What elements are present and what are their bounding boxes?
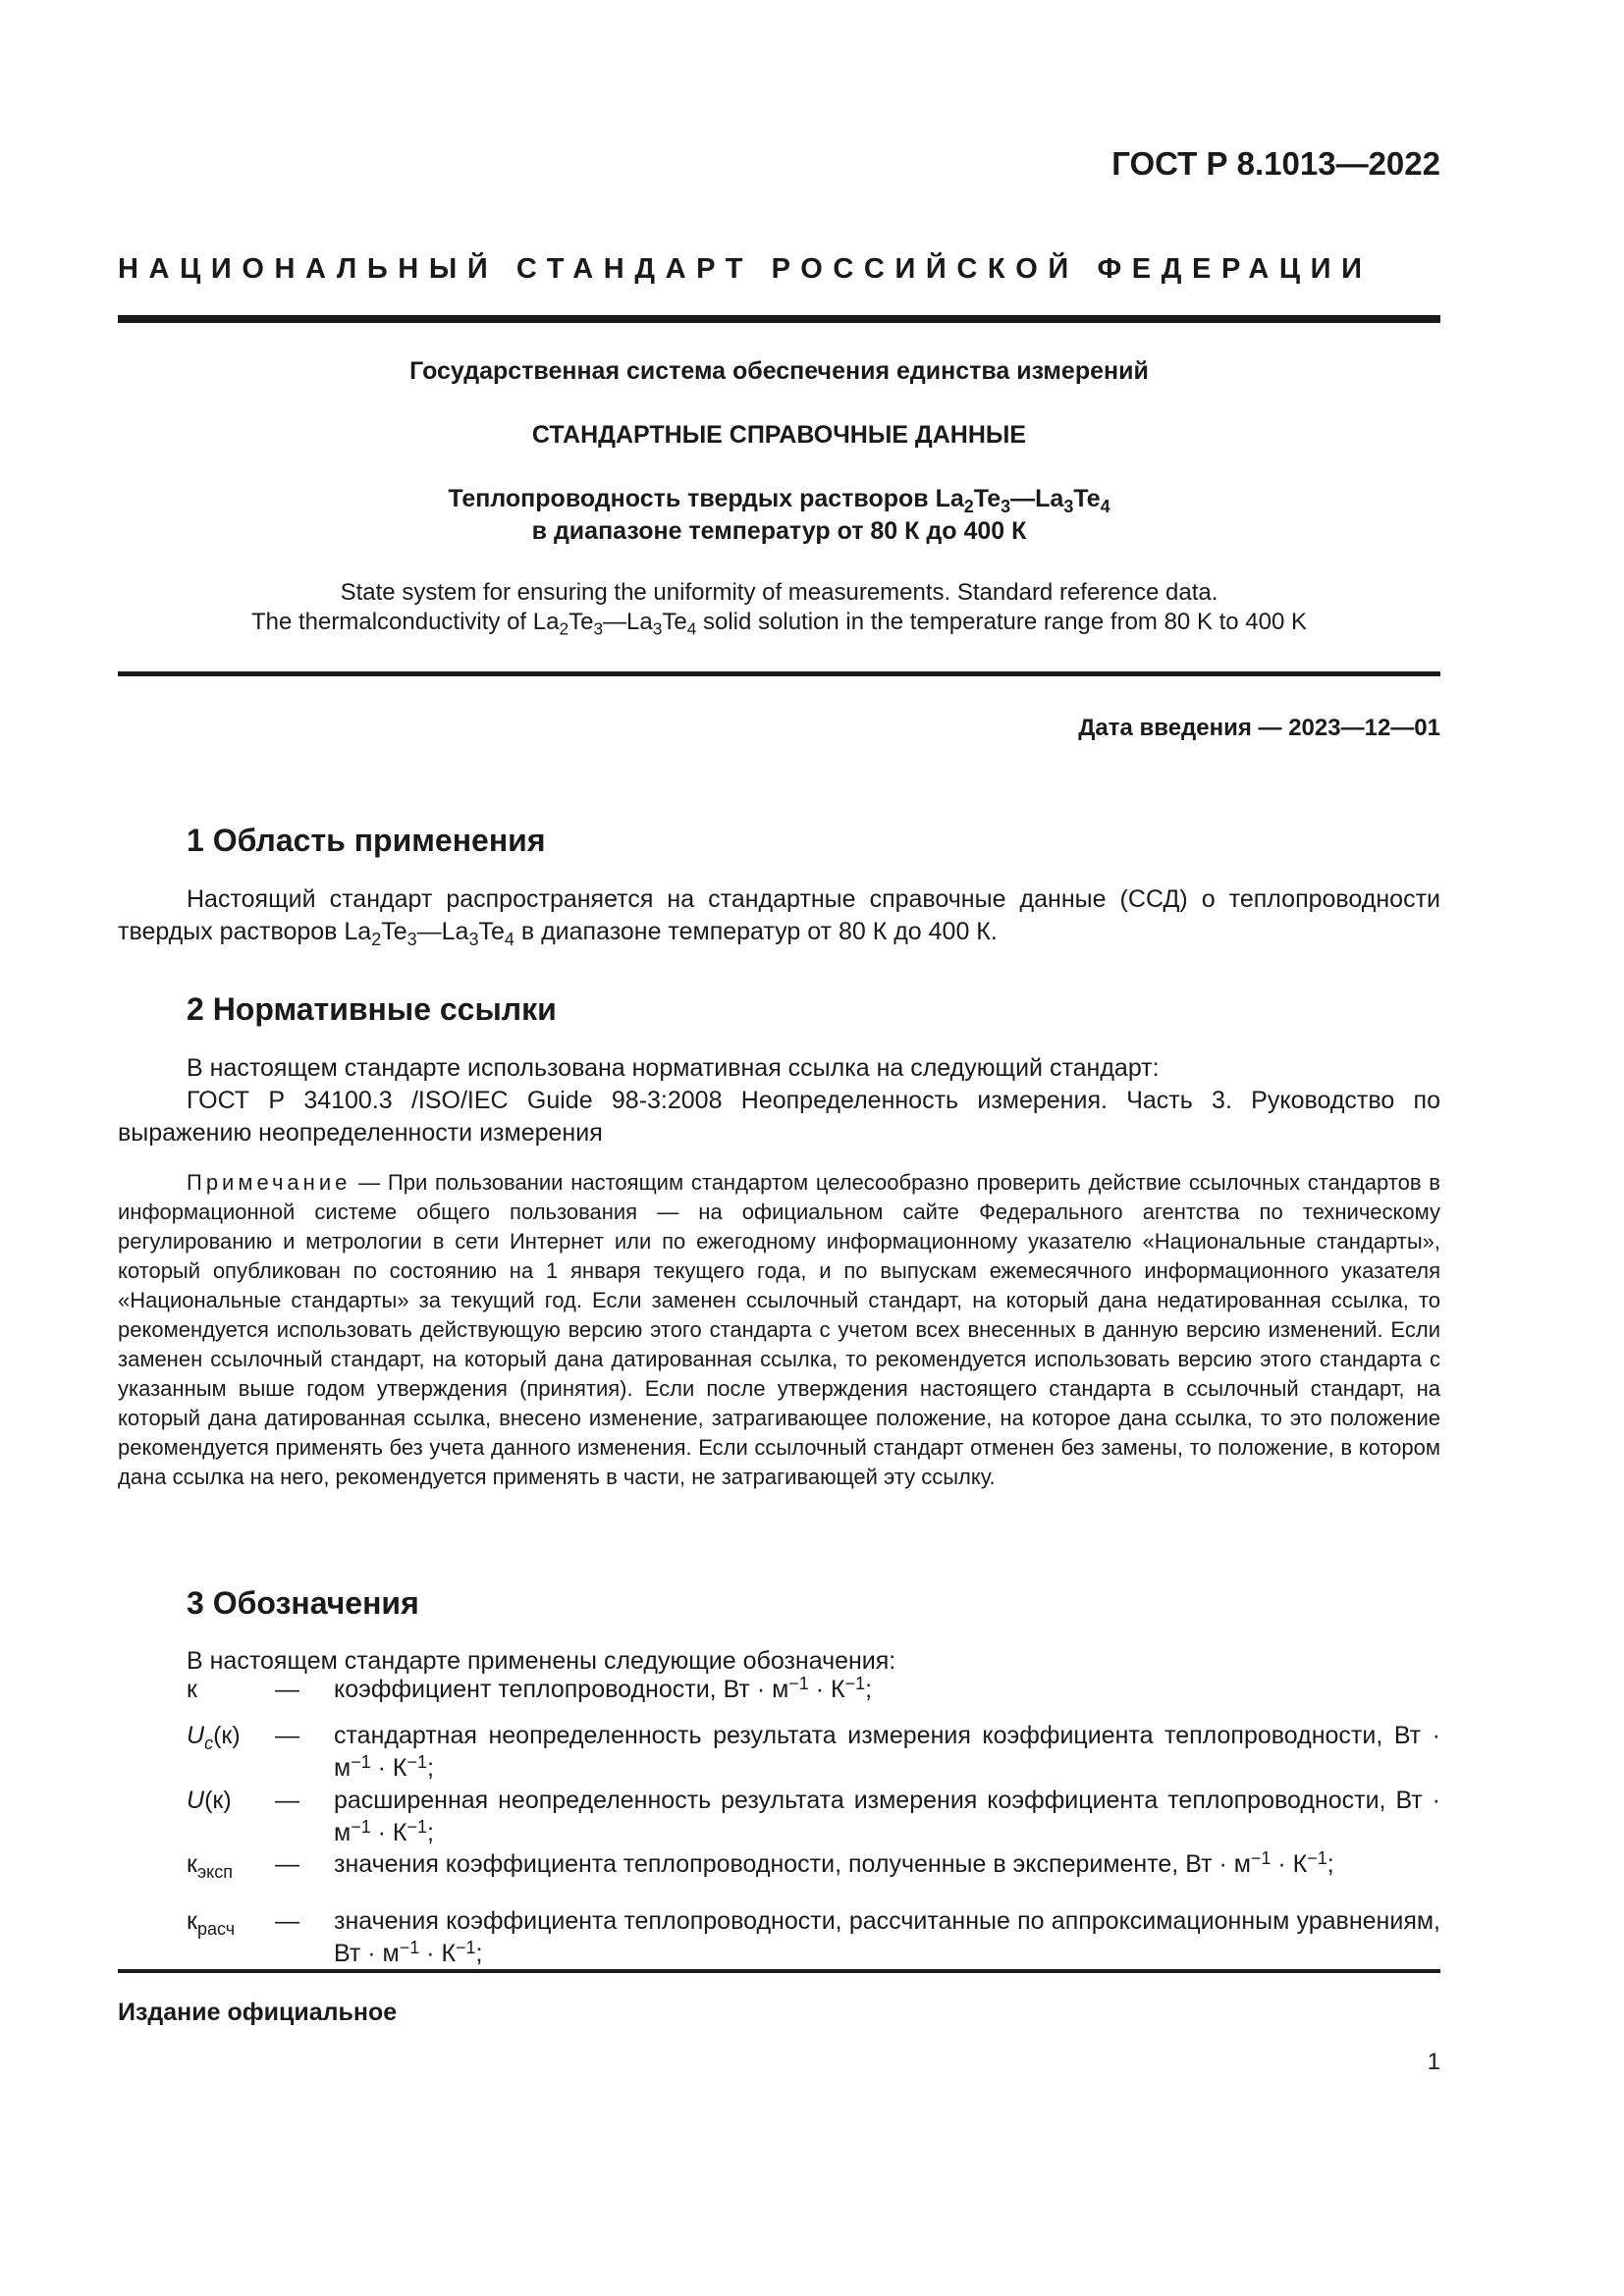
unit-expression: Вт · $м^{-1} \cdot К^{-1}$; bbox=[723, 1673, 873, 1703]
section-3-heading: 3 Обозначения bbox=[187, 1585, 419, 1621]
symbol-notation: U(к) bbox=[187, 1787, 232, 1814]
header-rule bbox=[118, 315, 1440, 323]
note-text: — При пользовании настоящим стандартом целесообразно проверить действие ссылочных стандартов в информационной системе общего пользования — на официальном сайте Федерального агентства по техническому регулированию и метрологии в сети Интернет или по ежегодному информационному указателю «Национальные стандарты», который опубликован по состоянию на 1 января текущего года, и по выпускам ежемесячного информационного указателя «Национальные стандарты» за текущий год. Если заменен ссылочный стандарт, на который дана недатированная ссылка, то рекомендуется использовать действующую версию этого стандарта с учетом всех внесенных в данную версию изменений. Если заменен ссылочный стандарт, на который дана датированная ссылка, то рекомендуется использовать версию этого стандарта с указанным выше годом утверждения (принятия). Если после утверждения настоящего стандарта в ссылочный стандарт, на который дана датированная ссылка, внесено изменение, затрагивающее положение, на которое дана ссылка, то это положение рекомендуется применять без учета данного изменения. Если ссылочный стандарт отменен без замены, то положение, в котором дана ссылка на него, рекомендуется применять в части, не затрагивающей эту ссылку. bbox=[118, 1170, 1440, 1489]
symbol-description: значения коэффициента теплопроводности, полученные в эксперименте, Вт · $м^{-1} \cdot К^{-1}$; bbox=[334, 1847, 1334, 1878]
symbol-dash: — bbox=[275, 1722, 299, 1749]
symbol-dash: — bbox=[275, 1676, 299, 1703]
footer-rule bbox=[118, 1969, 1440, 1973]
unit-expression: Вт · $м^{-1} \cdot К^{-1}$; bbox=[334, 1787, 1440, 1846]
symbol-dash: — bbox=[275, 1850, 299, 1878]
introduction-date: Дата введения — 2023—12—01 bbox=[1078, 715, 1440, 741]
title-ru-line2: в диапазоне температур от 80 К до 400 К bbox=[531, 517, 1027, 545]
symbol-description: значения коэффициента теплопроводности, рассчитанные по аппроксимационным уравнениям, Вт · $м^{-1} \cdot К^{-1}$; bbox=[334, 1907, 1440, 1967]
title-ru-prefix: Теплопроводность твердых растворов bbox=[448, 485, 929, 512]
unit-expression: Вт · $м^{-1} \cdot К^{-1}$; bbox=[334, 1722, 1440, 1782]
section-1-formula: $La_2Te_3—La_3Te_4$ bbox=[344, 918, 514, 949]
symbol-description: коэффициент теплопроводности, Вт · $м^{-1} \cdot К^{-1}$; bbox=[334, 1673, 873, 1703]
section-3-intro: В настоящем стандарте применены следующие обозначения: bbox=[187, 1647, 896, 1675]
edition-label: Издание официальное bbox=[118, 1999, 398, 2026]
title-ru-formula: $La_2Te_3—La_3Te_4$ bbox=[935, 485, 1110, 516]
symbol-notation: $U_c(к)$ bbox=[187, 1722, 241, 1753]
symbol-dash: — bbox=[275, 1907, 299, 1935]
section-2-heading: 2 Нормативные ссылки bbox=[187, 991, 557, 1027]
title-rule bbox=[118, 671, 1440, 676]
unit-expression: Вт · $м^{-1} \cdot К^{-1}$; bbox=[1185, 1847, 1334, 1878]
title-ru-line1 bbox=[118, 483, 1440, 515]
symbol-notation: к bbox=[187, 1676, 197, 1703]
section-2-intro: В настоящем стандарте использована нормативная ссылка на следующий стандарт: bbox=[187, 1054, 1160, 1082]
document-title-en bbox=[118, 578, 1440, 637]
national-standard-banner: НАЦИОНАЛЬНЫЙ СТАНДАРТ РОССИЙСКОЙ ФЕДЕРАЦИИ bbox=[118, 253, 1373, 285]
title-en-line2: The thermalconductivity of $La_2Te_3—La_3Te_4$ solid solution in the temperature range from 80 K to 400 K bbox=[250, 609, 1308, 639]
title-en-formula: $La_2Te_3—La_3Te_4$ bbox=[532, 609, 697, 639]
section-1-text: Настоящий стандарт распространяется на стандартные справочные данные (ССД) о теплопроводности твердых растворов $La_2Te_3—La_3Te_4$ в диапазоне температур от 80 К до 400 К. bbox=[118, 885, 1440, 949]
section-2-note bbox=[118, 1168, 1440, 1492]
symbol-description: стандартная неопределенность результата измерения коэффициента теплопроводности, Вт · $м^{-1} \cdot К^{-1}$; bbox=[334, 1722, 1440, 1782]
symbol-notation: $к_{эксп}$ bbox=[187, 1850, 233, 1882]
title-en-line1: State system for ensuring the uniformity of measurements. Standard reference data. bbox=[340, 579, 1218, 606]
note-label: Примечание bbox=[187, 1170, 352, 1195]
section-2-reference: ГОСТ Р 34100.3 /ISO/IEC Guide 98-3:2008 Неопределенность измерения. Часть 3. Руководство по выражению неопределенности измерения bbox=[118, 1087, 1440, 1147]
symbol-dash: — bbox=[275, 1787, 299, 1814]
system-title: Государственная система обеспечения единства измерений bbox=[409, 357, 1149, 385]
symbol-notation: $к_{расч}$ bbox=[187, 1907, 236, 1939]
section-1-heading: 1 Область применения bbox=[187, 823, 546, 858]
document-title-ru bbox=[118, 483, 1440, 548]
symbol-description: расширенная неопределенность результата измерения коэффициента теплопроводности, Вт · $м^{-1} \cdot К^{-1}$; bbox=[334, 1787, 1440, 1846]
category-title: СТАНДАРТНЫЕ СПРАВОЧНЫЕ ДАННЫЕ bbox=[531, 421, 1027, 449]
unit-expression: Вт · $м^{-1} \cdot К^{-1}$; bbox=[334, 1937, 483, 1967]
page-number: 1 bbox=[1427, 2049, 1440, 2075]
document-code: ГОСТ Р 8.1013—2022 bbox=[1111, 145, 1440, 182]
